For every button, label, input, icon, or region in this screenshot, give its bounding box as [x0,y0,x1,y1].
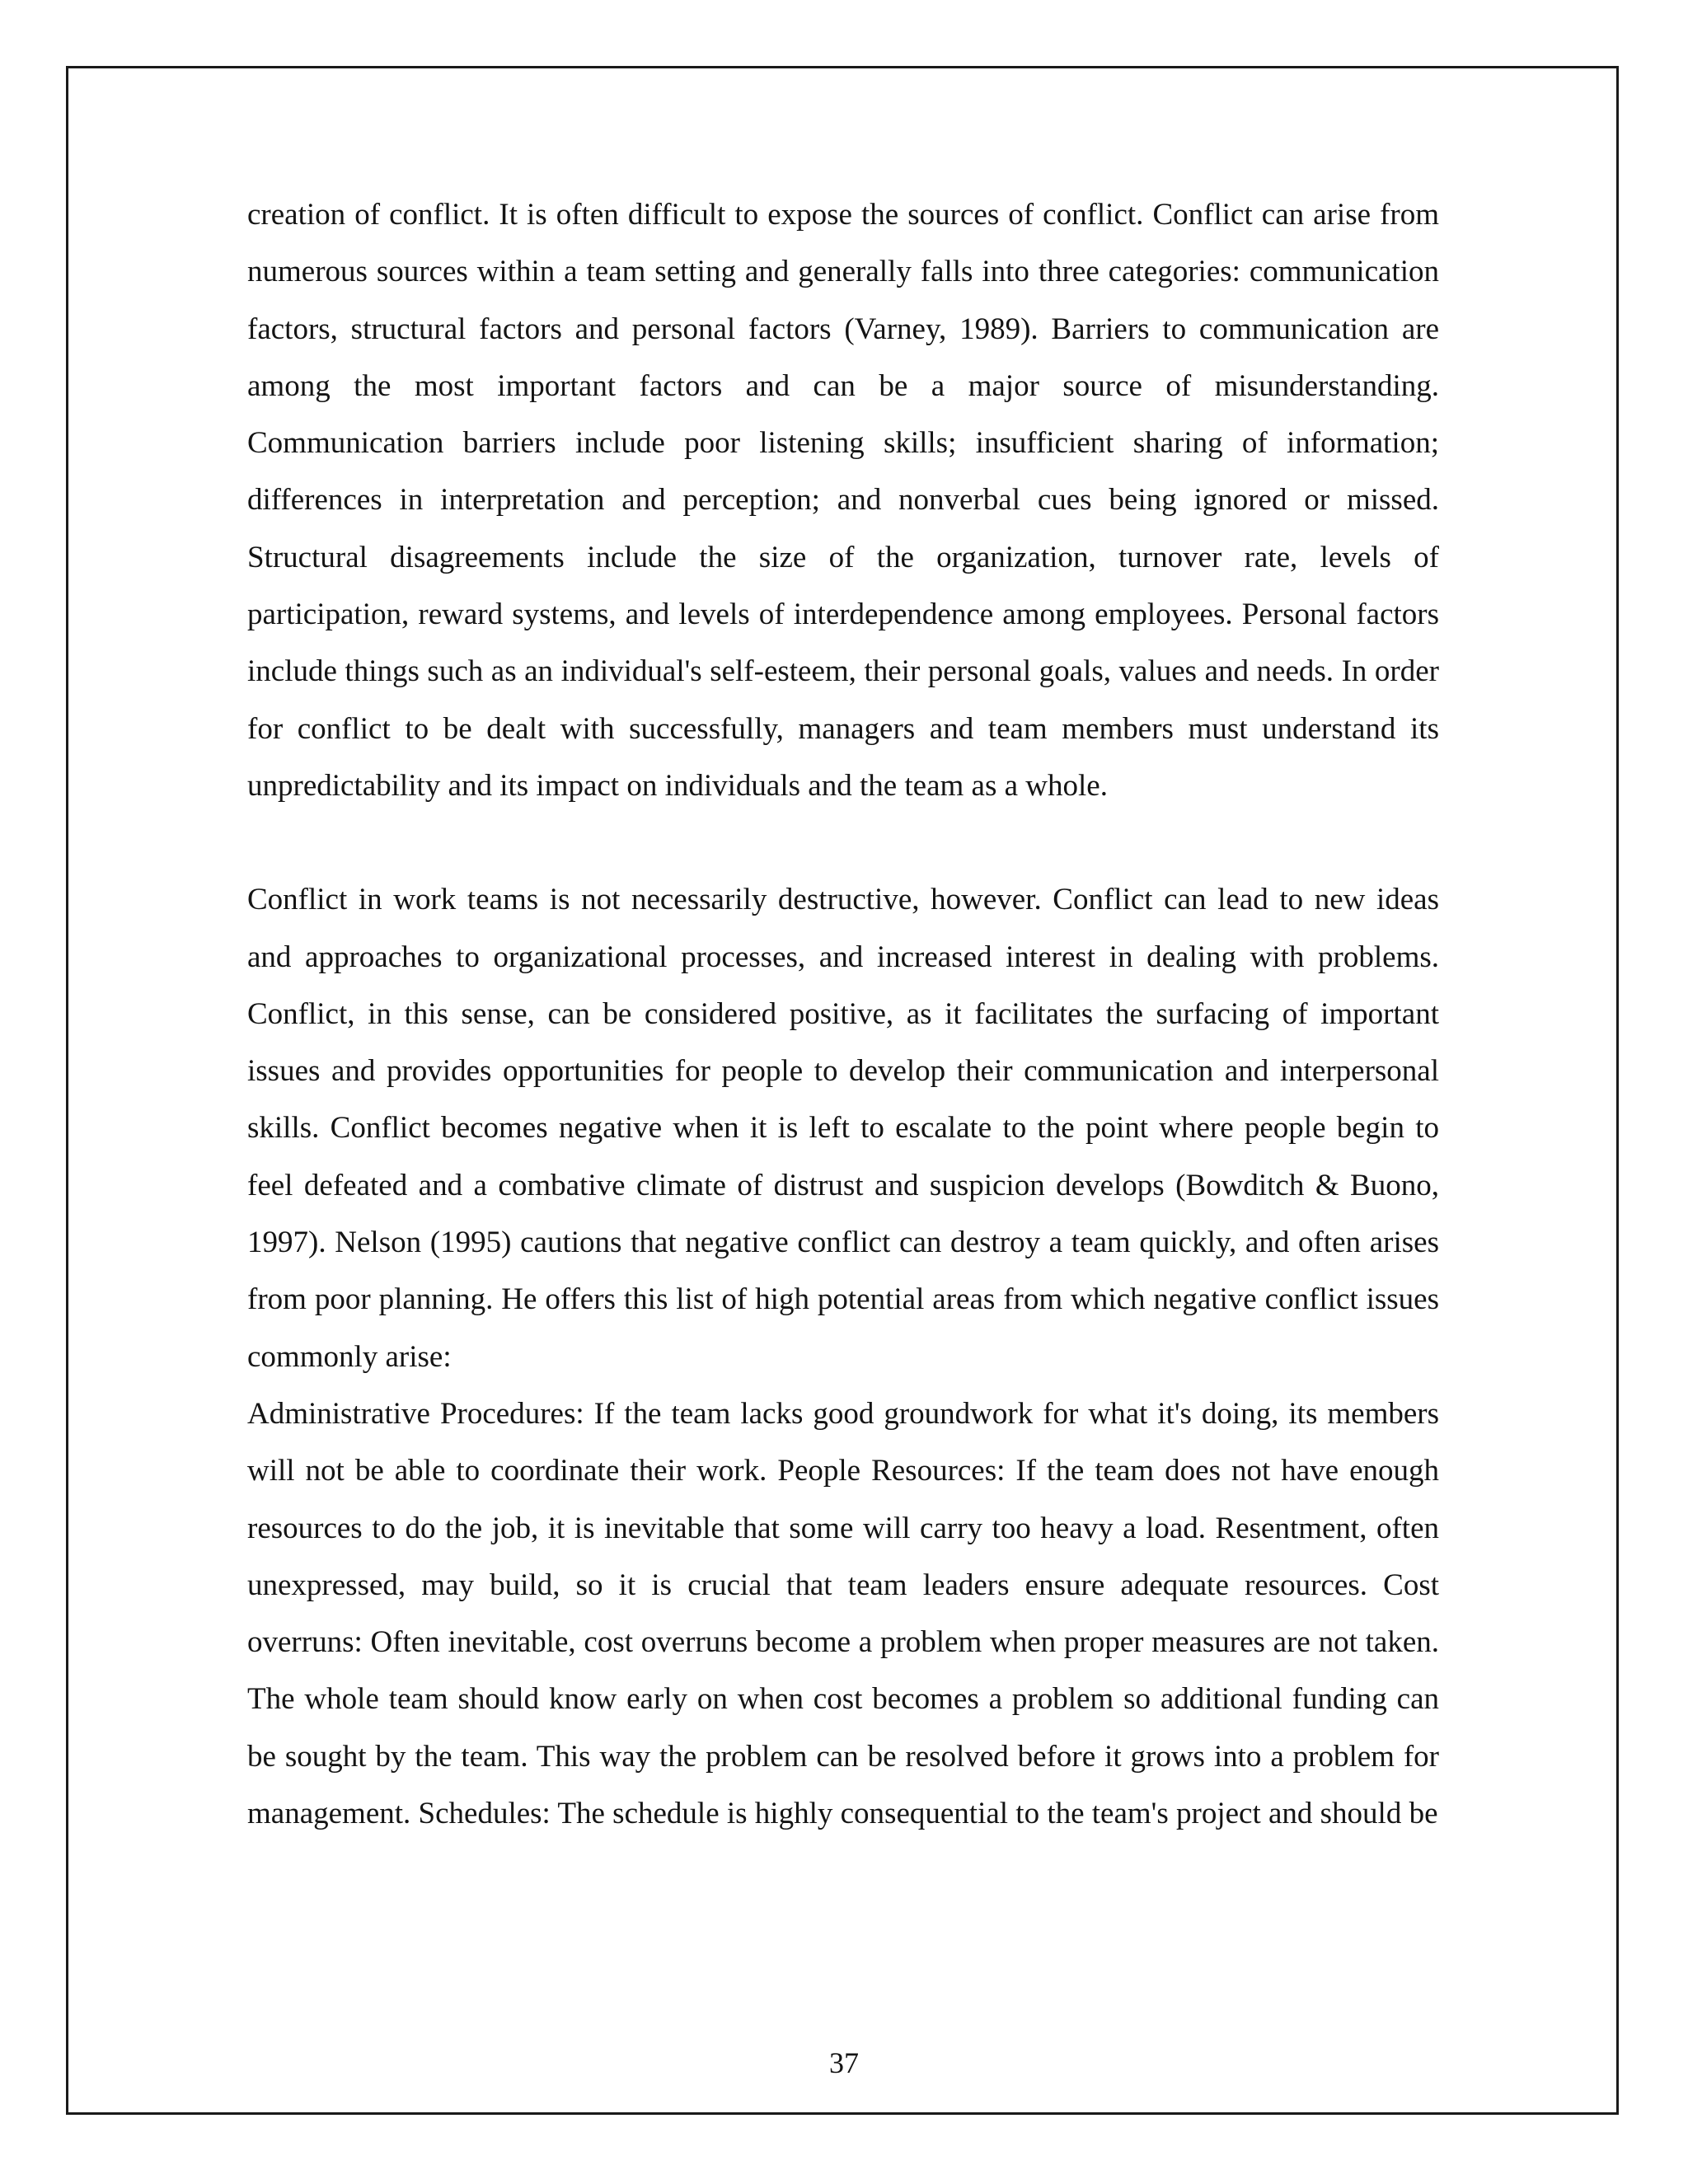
paragraph-conflict-not-destructive: Conflict in work teams is not necessarily destructive, however. Conflict can lead to new ideas and approaches to organizational processes, and increased interest in dealing with problems. Conflict, in this sense, can be considered positive, as it facilitates the surfacing of important issues and provides opportunities for people to develop their communication and interpersonal skills. Conflict becomes negative when it is left to escalate to the point where people begin to feel defeated and a combative climate of distrust and suspicion develops (Bowditch & Buono, 1997). Nelson (1995) cautions that negative conflict can destroy a team quickly, and often arises from poor planning. He offers this list of high potential areas from which negative conflict issues commonly arise: [247,883,1439,1374]
body-text [247,186,1439,1842]
paragraph-sources-of-conflict: creation of conflict. It is often difficult to expose the sources of conflict. Conflict can arise from numerous sources within a team setting and generally falls into three categories: communication factors, structural factors and personal factors (Varney, 1989). Barriers to communication are among the most important factors and can be a major source of misunderstanding. Communication barriers include poor listening skills; insufficient sharing of information; differences in interpretation and perception; and nonverbal cues being ignored or missed. Structural disagreements include the size of the organization, turnover rate, levels of participation, reward systems, and levels of interdependence among employees. Personal factors include things such as an individual's self-esteem, their personal goals, values and needs. In order for conflict to be dealt with successfully, managers and team members must understand its unpredictability and its impact on individuals and the team as a whole. [247,198,1439,803]
paragraph-conflict-areas: Administrative Procedures: If the team lacks good groundwork for what it's doing, its members will not be able to coordinate their work. People Resources: If the team does not have enough resources to do the job, it is inevitable that some will carry too heavy a load. Resentment, often unexpressed, may build, so it is crucial that team leaders ensure adequate resources. Cost overruns: Often inevitable, cost overruns become a problem when proper measures are not taken. The whole team should know early on when cost becomes a problem so additional funding can be sought by the team. This way the problem can be resolved before it grows into a problem for management. Schedules: The schedule is highly consequential to the team's project and should be [247,1396,1439,1831]
page-number: 37 [829,2046,859,2079]
